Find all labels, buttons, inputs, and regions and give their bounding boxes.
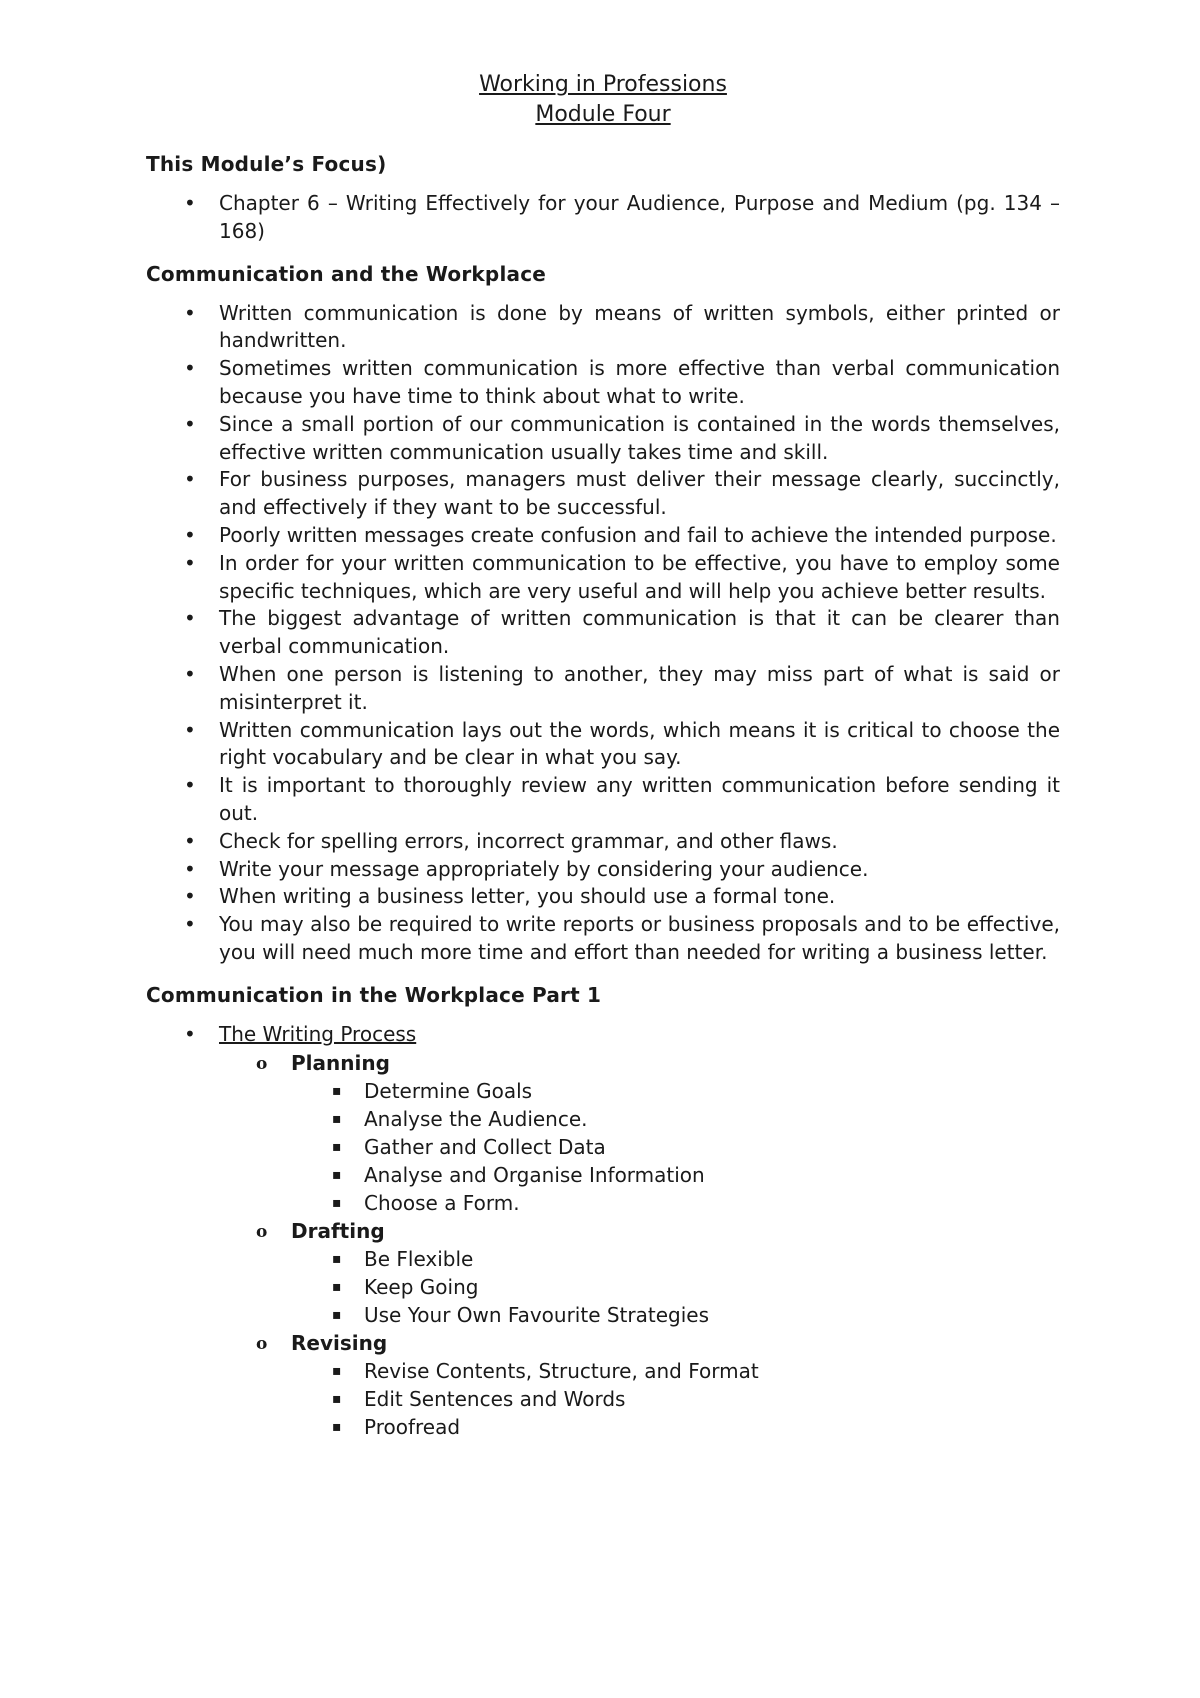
square-bullet-icon: ▪ (332, 1278, 342, 1295)
square-bullet-icon: ▪ (332, 1166, 342, 1183)
square-bullet-icon: ▪ (332, 1250, 342, 1267)
bullet-icon: • (184, 300, 196, 325)
step-list (218, 1357, 1060, 1441)
list-item: • For business purposes, managers must deliver their message clearly, succinctly, and effectively if they want to be successful. (184, 467, 1060, 520)
square-bullet-icon: ▪ (332, 1418, 342, 1435)
bullet-icon: • (184, 356, 196, 381)
bullet-icon: • (184, 522, 196, 547)
square-bullet-icon: ▪ (332, 1390, 342, 1407)
list-item: ▪ Analyse the Audience. (332, 1106, 588, 1131)
step-list (218, 1245, 1060, 1329)
list-item: ▪ Be Flexible (332, 1246, 474, 1271)
stage-drafting (146, 1217, 1060, 1329)
list-item: ▪ Analyse and Organise Information (332, 1162, 705, 1187)
list-item: ▪ Edit Sentences and Words (332, 1386, 626, 1411)
square-bullet-icon: ▪ (332, 1082, 342, 1099)
step-list (218, 1077, 1060, 1217)
list-item: • Write your message appropriately by considering your audience. (146, 856, 1060, 884)
bullet-icon: • (184, 828, 196, 853)
section-heading-part1: Communication in the Workplace Part 1 (146, 982, 602, 1007)
stage-revising (146, 1329, 1060, 1441)
bullet-icon: • (184, 467, 196, 492)
writing-process-list (146, 1021, 1060, 1441)
stage-label: Revising (291, 1330, 388, 1355)
list-item: • The biggest advantage of written communication is that it can be clearer than verbal communication. (184, 606, 1060, 659)
list-item: ▪ Determine Goals (332, 1078, 533, 1103)
writing-process-label: The Writing Process (219, 1021, 417, 1046)
focus-list (146, 190, 1060, 246)
square-bullet-icon: ▪ (332, 1110, 342, 1127)
square-bullet-icon: ▪ (332, 1306, 342, 1323)
sub-bullet-icon: o (256, 1053, 268, 1074)
bullet-icon: • (184, 773, 196, 798)
bullet-icon: • (184, 1021, 196, 1046)
list-item: • It is important to thoroughly review any written communication before sending it out. (184, 773, 1060, 825)
bullet-icon: • (184, 191, 196, 215)
workplace-list (146, 300, 1060, 967)
section-heading-focus: This Module’s Focus) (146, 152, 387, 176)
section-heading-workplace: Communication and the Workplace (146, 261, 547, 286)
sub-bullet-icon: o (256, 1333, 268, 1354)
bullet-icon: • (184, 661, 196, 686)
bullet-icon: • (184, 856, 196, 881)
list-item: • Poorly written messages create confusion and fail to achieve the intended purpose. (146, 522, 1060, 550)
square-bullet-icon: ▪ (332, 1138, 342, 1155)
sub-bullet-icon: o (256, 1221, 268, 1242)
list-item: • In order for your written communication to be effective, you have to employ some specific techniques, which are very useful and will help you achieve better results. (184, 550, 1060, 603)
list-item: ▪ Revise Contents, Structure, and Format (332, 1358, 759, 1383)
list-item (146, 1021, 1060, 1441)
stage-label: Drafting (291, 1218, 385, 1243)
list-item: ▪ Proofread (332, 1414, 461, 1439)
document-subtitle: Module Four (535, 102, 671, 127)
list-item: • Since a small portion of our communication is contained in the words themselves, effective written communication usually takes time and skill. (184, 411, 1060, 464)
list-item: • Check for spelling errors, incorrect grammar, and other flaws. (146, 828, 1060, 856)
list-item: • When writing a business letter, you should use a formal tone. (146, 883, 1060, 911)
list-item: • Written communication is done by means of written symbols, either printed or handwritten. (184, 300, 1060, 353)
document-title: Working in Professions (479, 72, 727, 97)
bullet-icon: • (184, 550, 196, 575)
bullet-icon: • (184, 411, 196, 436)
document-page (146, 70, 1060, 1441)
square-bullet-icon: ▪ (332, 1362, 342, 1379)
bullet-icon: • (184, 884, 196, 909)
list-item: ▪ Keep Going (332, 1274, 479, 1299)
bullet-icon: • (184, 912, 196, 937)
stage-list (219, 1049, 1060, 1441)
list-item: • Written communication lays out the words, which means it is critical to choose the right vocabulary and be clear in what you say. (184, 717, 1060, 770)
list-item: • When one person is listening to another, they may miss part of what is said or misinterpret it. (184, 661, 1060, 714)
stage-planning (146, 1049, 1060, 1217)
list-item: • Chapter 6 – Writing Effectively for your Audience, Purpose and Medium (pg. 134 – 168) (184, 191, 1060, 243)
list-item: ▪ Choose a Form. (332, 1190, 520, 1215)
stage-label: Planning (291, 1050, 390, 1075)
list-item: • You may also be required to write reports or business proposals and to be effective, you will need much more time and effort than needed for writing a business letter. (184, 912, 1060, 964)
list-item: ▪ Use Your Own Favourite Strategies (332, 1302, 709, 1327)
bullet-icon: • (184, 717, 196, 742)
bullet-icon: • (184, 606, 196, 631)
list-item: • Sometimes written communication is more effective than verbal communication because you have time to think about what to write. (184, 356, 1060, 408)
list-item: ▪ Gather and Collect Data (332, 1134, 606, 1159)
square-bullet-icon: ▪ (332, 1194, 342, 1211)
